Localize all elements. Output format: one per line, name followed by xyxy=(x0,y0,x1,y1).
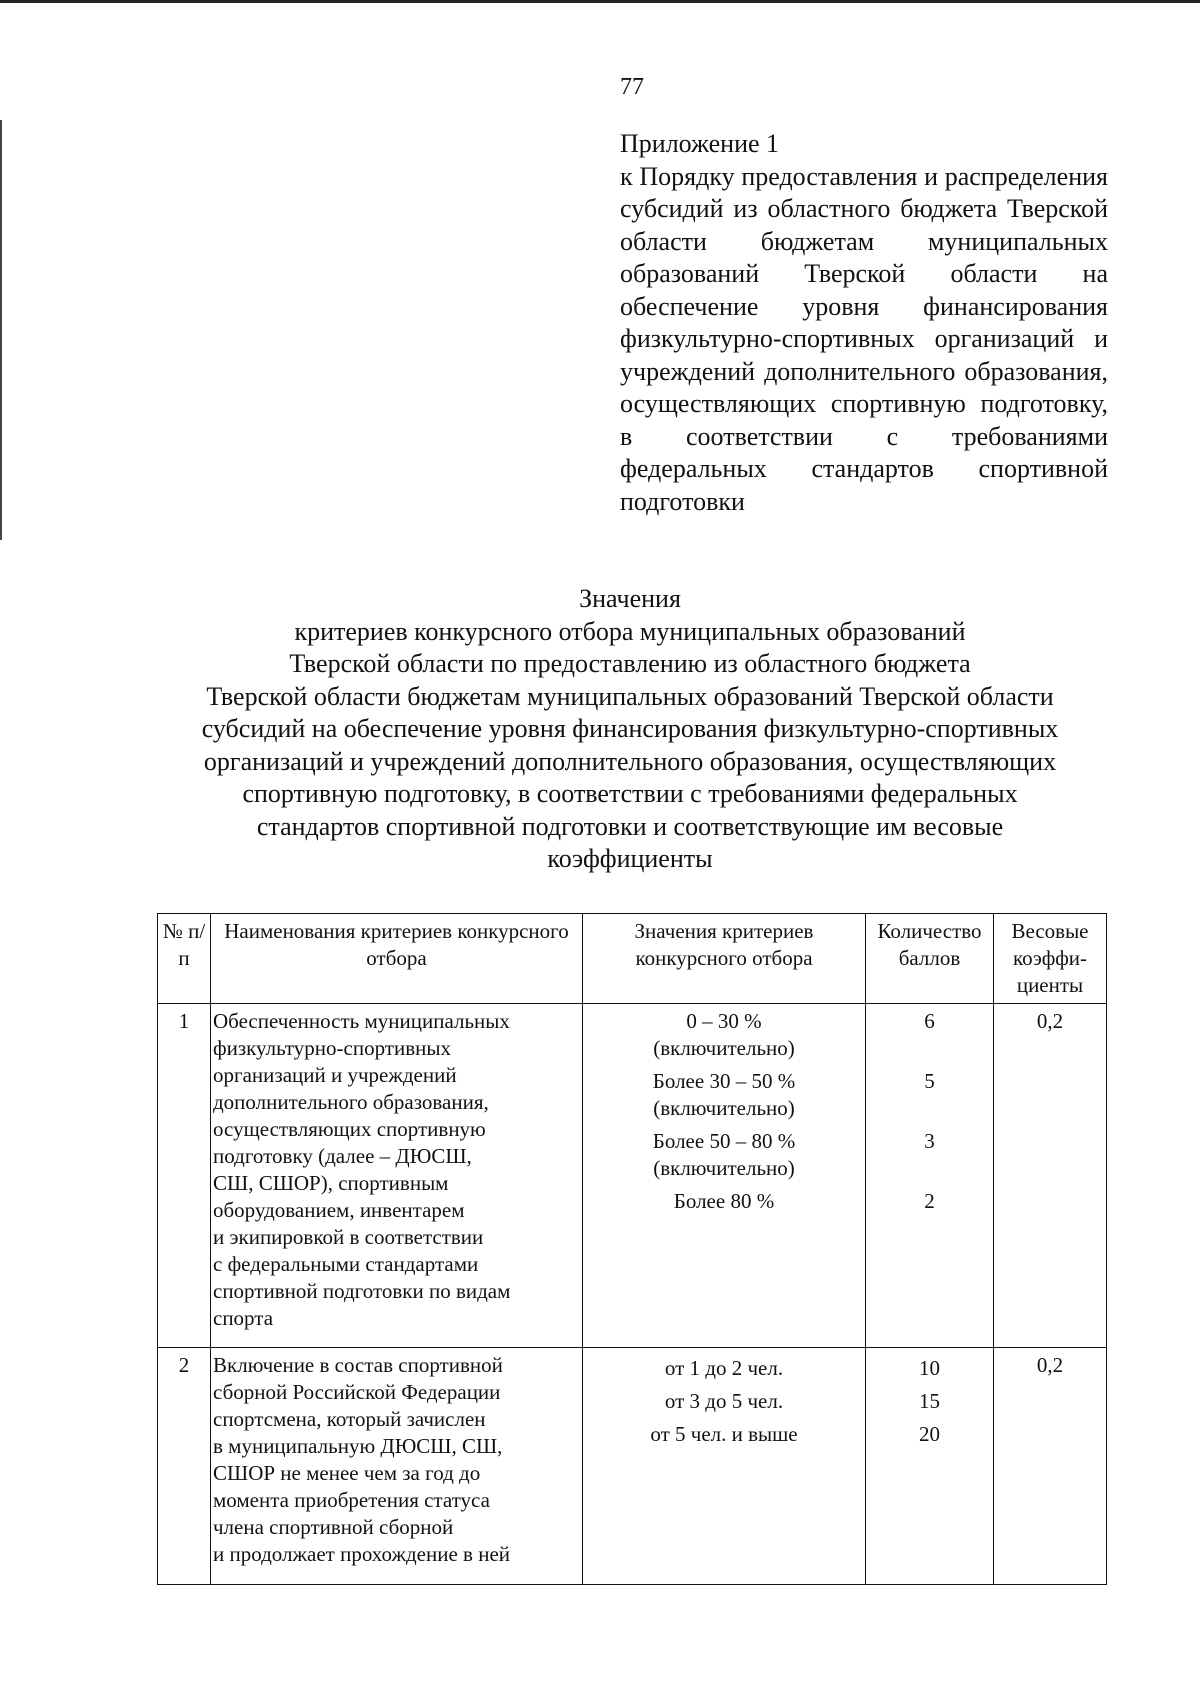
criterion-value: Более 80 % xyxy=(673,1189,775,1213)
criterion-name-line: СШОР не менее чем за год до xyxy=(213,1461,481,1485)
row-number: 1 xyxy=(158,1004,211,1348)
criterion-value: от 1 до 2 чел. xyxy=(664,1356,784,1380)
appendix-body: к Порядку предоставления и распределения субсидий из областного бюджета Тверской области бюджетам муниципальных образований Тверской области на обеспечение уровня финансирования физкультурно-спортивных организаций и учреждений дополнительного образования, осуществляющих спортивную подготовку, в соответствии с требованиями федеральных стандартов спортивной подготовки xyxy=(620,161,1108,516)
criterion-name xyxy=(211,1004,583,1348)
points-value: 5 xyxy=(924,1069,935,1093)
row-number: 2 xyxy=(158,1348,211,1585)
criterion-name-line: в муниципальную ДЮСШ, СШ, xyxy=(213,1434,503,1458)
heading-line: Значения xyxy=(579,584,681,613)
criterion-name-line: СШ, СШОР), спортивным xyxy=(213,1171,449,1195)
criterion-name-line: осуществляющих спортивную xyxy=(213,1117,486,1141)
criterion-weight: 0,2 xyxy=(994,1004,1107,1348)
criterion-name-line: и экипировкой в соответствии xyxy=(213,1225,484,1249)
criterion-name-line: спортсмена, который зачислен xyxy=(213,1407,486,1431)
header-weight: Весовые коэффи-циенты xyxy=(994,914,1107,1004)
criterion-name-line: организаций и учреждений xyxy=(213,1063,457,1087)
header-name: Наименования критериев конкурсного отбора xyxy=(211,914,583,1004)
heading-line: организаций и учреждений дополнительного образования, осуществляющих xyxy=(203,746,1057,776)
criterion-points xyxy=(866,1348,994,1585)
heading-line: Тверской области по предоставлению из областного бюджета xyxy=(289,649,971,678)
criterion-name-line: сборной Российской Федерации xyxy=(213,1380,501,1404)
criterion-value-note: (включительно) xyxy=(653,1096,795,1120)
header-points: Количество баллов xyxy=(866,914,994,1004)
points-value: 15 xyxy=(919,1389,940,1413)
scan-border-top xyxy=(0,0,1200,3)
criterion-name-line: оборудованием, инвентарем xyxy=(213,1198,465,1222)
table-header-row xyxy=(158,914,1107,1004)
criterion-value: Более 30 – 50 % xyxy=(652,1069,796,1093)
criterion-value: 0 – 30 % xyxy=(686,1009,762,1033)
criterion-values xyxy=(583,1004,866,1348)
criterion-value: от 5 чел. и выше xyxy=(650,1422,798,1446)
document-heading xyxy=(140,583,1120,876)
heading-line: коэффициенты xyxy=(547,844,713,873)
criterion-values xyxy=(583,1348,866,1585)
header-num: № п/п xyxy=(158,914,211,1004)
heading-line: субсидий на обеспечение уровня финансирования физкультурно-спортивных xyxy=(201,714,1059,743)
points-value: 3 xyxy=(924,1129,935,1153)
points-value: 10 xyxy=(919,1356,940,1380)
heading-line: стандартов спортивной подготовки и соответствующие им весовые xyxy=(256,811,1004,841)
criterion-name-line: дополнительного образования, xyxy=(213,1090,489,1114)
criterion-value-note: (включительно) xyxy=(653,1156,795,1180)
heading-line: спортивную подготовку, в соответствии с требованиями федеральных xyxy=(242,779,1018,808)
table-row xyxy=(158,1004,1107,1348)
scan-border-left xyxy=(0,120,2,540)
heading-line: Тверской области бюджетам муниципальных образований Тверской области xyxy=(206,681,1054,711)
appendix-title: Приложение 1 xyxy=(620,129,780,158)
criterion-value: Более 50 – 80 % xyxy=(652,1129,796,1153)
criterion-name-line: Включение в состав спортивной xyxy=(213,1353,503,1377)
criterion-name-line: подготовку (далее – ДЮСШ, xyxy=(213,1144,472,1168)
criterion-name-line: момента приобретения статуса xyxy=(213,1488,490,1512)
criterion-name-line: спортивной подготовки по видам xyxy=(213,1279,511,1303)
points-value: 6 xyxy=(924,1009,935,1033)
criterion-weight: 0,2 xyxy=(994,1348,1107,1585)
criterion-name-line: с федеральными стандартами xyxy=(213,1252,479,1276)
criterion-name xyxy=(211,1348,583,1585)
criterion-name-line: члена спортивной сборной xyxy=(213,1515,454,1539)
criteria-table xyxy=(157,913,1107,1585)
criterion-name-line: и продолжает прохождение в ней xyxy=(213,1542,511,1566)
header-values: Значения критериев конкурсного отбора xyxy=(583,914,866,1004)
table-row xyxy=(158,1348,1107,1585)
heading-line: критериев конкурсного отбора муниципальных образований xyxy=(294,616,966,646)
appendix-block xyxy=(620,128,1108,518)
points-value: 2 xyxy=(924,1189,935,1213)
criterion-value-note: (включительно) xyxy=(653,1036,795,1060)
points-value: 20 xyxy=(919,1422,940,1446)
page-number: 77 xyxy=(620,74,644,100)
criterion-name-line: Обеспеченность муниципальных xyxy=(213,1009,510,1033)
criterion-points xyxy=(866,1004,994,1348)
criterion-value: от 3 до 5 чел. xyxy=(664,1389,784,1413)
criterion-name-line: физкультурно-спортивных xyxy=(213,1036,451,1060)
criterion-name-line: спорта xyxy=(213,1306,274,1330)
